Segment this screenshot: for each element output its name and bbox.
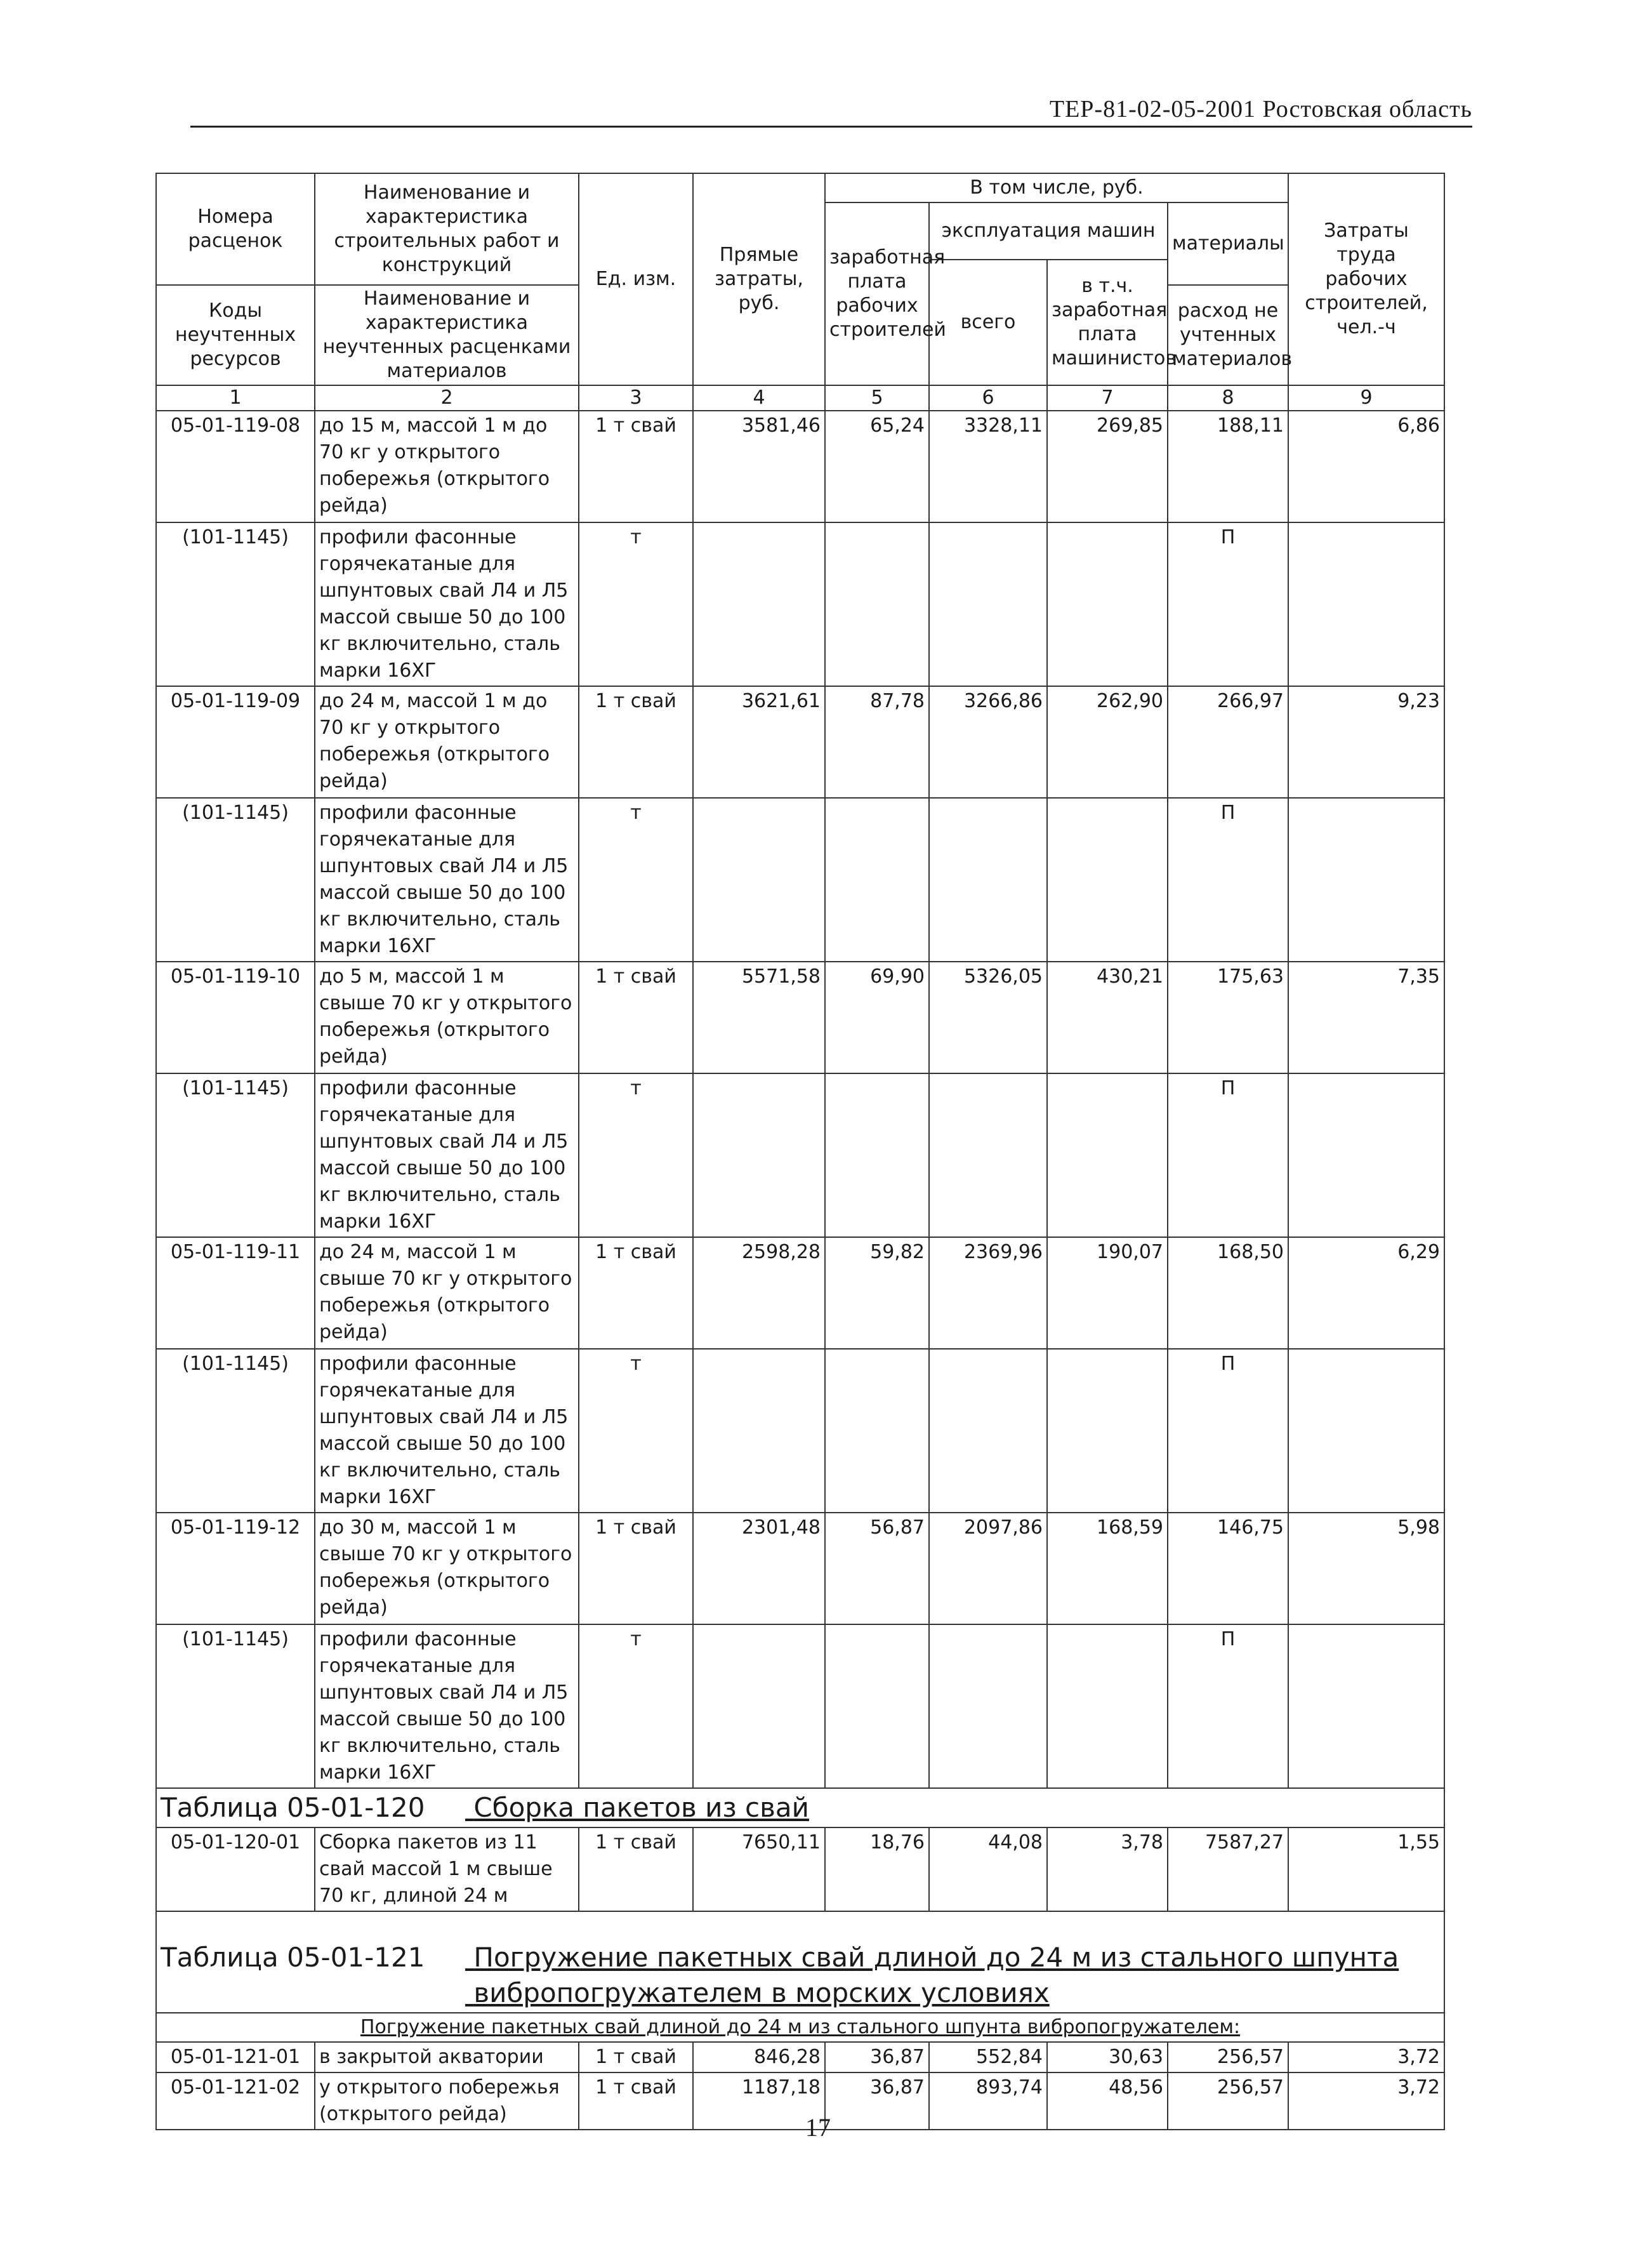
section-header-121 (156, 1911, 1444, 2013)
resource-qty: П (1168, 1073, 1288, 1237)
materials: 175,63 (1168, 962, 1288, 1073)
col-unit-header: Ед. изм. (579, 173, 693, 385)
resource-name: профили фасонные горячекатаные для шпунтовых свай Л4 и Л5 массой свыше 50 до 100 кг включительно, сталь марки 16ХГ (315, 1624, 579, 1788)
labor: 1,55 (1288, 1827, 1444, 1911)
machines-total: 5326,05 (929, 962, 1047, 1073)
col-including-header: В том числе, руб. (825, 173, 1288, 202)
table-row (156, 1513, 1444, 1624)
materials: 256,57 (1168, 2042, 1288, 2072)
resource-row (156, 1624, 1444, 1788)
table-119-body (156, 411, 1444, 2130)
work-name: до 15 м, массой 1 м до 70 кг у открытого побережья (открытого рейда) (315, 411, 579, 522)
resource-code: (101-1145) (156, 1073, 315, 1237)
rate-code: 05-01-120-01 (156, 1827, 315, 1911)
column-number: 2 (315, 385, 579, 411)
section-header-120 (156, 1788, 1444, 1827)
labor: 6,29 (1288, 1237, 1444, 1349)
column-number: 6 (929, 385, 1047, 411)
unit: 1 т свай (579, 411, 693, 522)
materials: 266,97 (1168, 686, 1288, 798)
table-row (156, 686, 1444, 798)
rates-table-frame (155, 173, 1444, 2130)
direct-costs: 7650,11 (693, 1827, 825, 1911)
machines-total: 3328,11 (929, 411, 1047, 522)
resource-name: профили фасонные горячекатаные для шпунтовых свай Л4 и Л5 массой свыше 50 до 100 кг включительно, сталь марки 16ХГ (315, 522, 579, 686)
labor: 5,98 (1288, 1513, 1444, 1624)
machines-wages: 30,63 (1047, 2042, 1168, 2072)
table-row (156, 411, 1444, 522)
col-materials-unacc-header: расход не учтенных материалов (1168, 285, 1288, 385)
resource-unit: т (579, 1624, 693, 1788)
work-name: до 24 м, массой 1 м свыше 70 кг у открытого побережья (открытого рейда) (315, 1237, 579, 1349)
resource-row (156, 522, 1444, 686)
rate-code: 05-01-119-10 (156, 962, 315, 1073)
column-number: 5 (825, 385, 929, 411)
column-number: 3 (579, 385, 693, 411)
wages: 56,87 (825, 1513, 929, 1624)
rate-code: 05-01-119-09 (156, 686, 315, 798)
resource-code: (101-1145) (156, 798, 315, 962)
section-subheader-121 (156, 2013, 1444, 2042)
resource-name: профили фасонные горячекатаные для шпунтовых свай Л4 и Л5 массой свыше 50 до 100 кг включительно, сталь марки 16ХГ (315, 1073, 579, 1237)
machines-total: 2369,96 (929, 1237, 1047, 1349)
machines-wages: 168,59 (1047, 1513, 1168, 1624)
work-name: у открытого побережья (открытого рейда) (315, 2072, 579, 2130)
direct-costs: 1187,18 (693, 2072, 825, 2130)
column-number: 7 (1047, 385, 1168, 411)
rate-code: 05-01-121-02 (156, 2072, 315, 2130)
machines-total: 2097,86 (929, 1513, 1047, 1624)
col-machines-wages-header: в т.ч. заработная плата машинистов (1047, 260, 1168, 385)
wages: 36,87 (825, 2042, 929, 2072)
materials: 256,57 (1168, 2072, 1288, 2130)
unit: 1 т свай (579, 962, 693, 1073)
col-wages-header: заработная плата рабочих строителей (825, 202, 929, 385)
table-121-number: Таблица 05-01-121 (161, 1942, 425, 1973)
table-121-title-line2: вибропогружателем в морских условиях (473, 1977, 1050, 2008)
resource-row (156, 798, 1444, 962)
resource-name: профили фасонные горячекатаные для шпунтовых свай Л4 и Л5 массой свыше 50 до 100 кг включительно, сталь марки 16ХГ (315, 798, 579, 962)
col-materials-header: материалы (1168, 202, 1288, 285)
table-row (156, 1237, 1444, 1349)
wages: 69,90 (825, 962, 929, 1073)
direct-costs: 2301,48 (693, 1513, 825, 1624)
unit: 1 т свай (579, 1827, 693, 1911)
column-number: 1 (156, 385, 315, 411)
labor: 3,72 (1288, 2072, 1444, 2130)
resource-qty: П (1168, 1349, 1288, 1513)
resource-name: профили фасонные горячекатаные для шпунтовых свай Л4 и Л5 массой свыше 50 до 100 кг включительно, сталь марки 16ХГ (315, 1349, 579, 1513)
direct-costs: 3621,61 (693, 686, 825, 798)
unit: 1 т свай (579, 1513, 693, 1624)
machines-wages: 190,07 (1047, 1237, 1168, 1349)
labor: 7,35 (1288, 962, 1444, 1073)
column-number: 4 (693, 385, 825, 411)
direct-costs: 2598,28 (693, 1237, 825, 1349)
labor: 3,72 (1288, 2042, 1444, 2072)
work-name: в закрытой акватории (315, 2042, 579, 2072)
column-numbers-row (156, 385, 1444, 411)
resource-row (156, 1349, 1444, 1513)
machines-total: 3266,86 (929, 686, 1047, 798)
materials: 7587,27 (1168, 1827, 1288, 1911)
labor: 9,23 (1288, 686, 1444, 798)
unit: 1 т свай (579, 2072, 693, 2130)
col-resource-name-header: Наименование и характеристика неучтенных расценками материалов (315, 285, 579, 385)
document-header (190, 95, 1472, 128)
work-name: до 24 м, массой 1 м до 70 кг у открытого побережья (открытого рейда) (315, 686, 579, 798)
resource-code: (101-1145) (156, 522, 315, 686)
machines-total: 552,84 (929, 2042, 1047, 2072)
machines-total: 44,08 (929, 1827, 1047, 1911)
rate-code: 05-01-119-11 (156, 1237, 315, 1349)
machines-wages: 269,85 (1047, 411, 1168, 522)
wages: 36,87 (825, 2072, 929, 2130)
rates-table (155, 173, 1445, 2130)
resource-qty: П (1168, 522, 1288, 686)
table-row (156, 2042, 1444, 2072)
resource-unit: т (579, 798, 693, 962)
column-number: 8 (1168, 385, 1288, 411)
direct-costs: 3581,46 (693, 411, 825, 522)
machines-wages: 3,78 (1047, 1827, 1168, 1911)
machines-wages: 430,21 (1047, 962, 1168, 1073)
direct-costs: 5571,58 (693, 962, 825, 1073)
work-name: Сборка пакетов из 11 свай массой 1 м свыше 70 кг, длиной 24 м (315, 1827, 579, 1911)
col-codes-header: Номера расценок (156, 173, 315, 285)
table-120-number: Таблица 05-01-120 (161, 1792, 425, 1823)
col-labor-header: Затраты труда рабочих строителей, чел.-ч (1288, 173, 1444, 385)
unit: 1 т свай (579, 2042, 693, 2072)
resource-qty: П (1168, 1624, 1288, 1788)
resource-row (156, 1073, 1444, 1237)
wages: 59,82 (825, 1237, 929, 1349)
col-name-header: Наименование и характеристика строительных работ и конструкций (315, 173, 579, 285)
materials: 146,75 (1168, 1513, 1288, 1624)
direct-costs: 846,28 (693, 2042, 825, 2072)
unit: 1 т свай (579, 686, 693, 798)
resource-unit: т (579, 1349, 693, 1513)
col-resource-codes-header: Коды неучтенных ресурсов (156, 285, 315, 385)
machines-total: 893,74 (929, 2072, 1047, 2130)
col-machines-total-header: всего (929, 260, 1047, 385)
table-row (156, 962, 1444, 1073)
page-number: 17 (805, 2113, 831, 2142)
resource-code: (101-1145) (156, 1624, 315, 1788)
work-name: до 5 м, массой 1 м свыше 70 кг у открытого побережья (открытого рейда) (315, 962, 579, 1073)
resource-code: (101-1145) (156, 1349, 315, 1513)
materials: 168,50 (1168, 1237, 1288, 1349)
rate-code: 05-01-119-12 (156, 1513, 315, 1624)
col-direct-header: Прямые затраты, руб. (693, 173, 825, 385)
unit: 1 т свай (579, 1237, 693, 1349)
col-machines-header: эксплуатация машин (929, 202, 1168, 260)
labor: 6,86 (1288, 411, 1444, 522)
table-120-title: Сборка пакетов из свай (473, 1792, 809, 1823)
table-121-subhead: Погружение пакетных свай длиной до 24 м из стального шпунта вибропогружателем: (156, 2013, 1444, 2042)
column-number: 9 (1288, 385, 1444, 411)
table-row (156, 1827, 1444, 1911)
machines-wages: 262,90 (1047, 686, 1168, 798)
document-title: ТЕР-81-02-05-2001 Ростовская область (1049, 96, 1472, 123)
wages: 87,78 (825, 686, 929, 798)
wages: 65,24 (825, 411, 929, 522)
rate-code: 05-01-119-08 (156, 411, 315, 522)
machines-wages: 48,56 (1047, 2072, 1168, 2130)
table-header (156, 173, 1444, 411)
rate-code: 05-01-121-01 (156, 2042, 315, 2072)
materials: 188,11 (1168, 411, 1288, 522)
work-name: до 30 м, массой 1 м свыше 70 кг у открытого побережья (открытого рейда) (315, 1513, 579, 1624)
resource-unit: т (579, 1073, 693, 1237)
resource-qty: П (1168, 798, 1288, 962)
table-121-title-line1: Погружение пакетных свай длиной до 24 м из стального шпунта (473, 1942, 1399, 1973)
wages: 18,76 (825, 1827, 929, 1911)
resource-unit: т (579, 522, 693, 686)
